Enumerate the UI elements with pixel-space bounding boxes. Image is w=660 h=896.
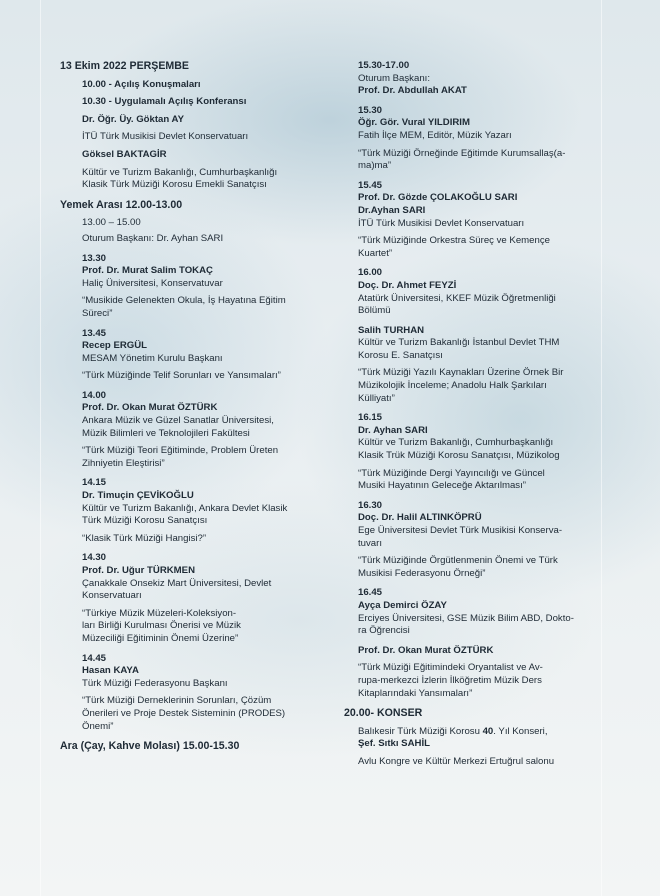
speaker-name: Dr. Ayhan SARI: [358, 424, 428, 436]
talk-entry: [358, 325, 638, 406]
lunch-break: Yemek Arası 12.00-13.00: [60, 198, 183, 211]
talk-entry: [358, 267, 638, 317]
speaker-affiliation: Kültür ve Turizm Bakanlığı İstanbul Devlet THM: [358, 337, 560, 349]
talk-time: 16.45: [358, 587, 383, 599]
speaker-affiliation: Türk Müziği Federasyonu Başkanı: [82, 677, 228, 689]
talk-entry: [82, 390, 346, 471]
talk-time: 13.45: [82, 327, 107, 339]
talk-title: Müzikolojik İnceleme; Anadolu Halk Şarkıları: [358, 380, 547, 392]
speaker-name: Ayça Demirci ÖZAY: [358, 599, 447, 611]
speaker-affiliation: Haliç Üniversitesi, Konservatuvar: [82, 277, 223, 289]
talk-title: “Klasik Türk Müziği Hangisi?”: [82, 532, 207, 544]
talk-time: 14.30: [82, 552, 107, 564]
speaker-name: Öğr. Gör. Vural YILDIRIM: [358, 117, 470, 129]
speaker-affiliation: Klasik Trük Müziği Korosu Sanatçısı, Müzikolog: [358, 450, 560, 462]
talk-entry: [82, 552, 346, 645]
talk-title: “Türk Müziğinde Telif Sorunları ve Yansımaları”: [82, 370, 281, 382]
speaker-affiliation: ra Öğrencisi: [358, 625, 410, 637]
speaker-affiliation: Atatürk Üniversitesi, KKEF Müzik Öğretmenliği: [358, 292, 556, 304]
right-talk-list: [358, 105, 638, 700]
talk-title: Külliyatı”: [358, 392, 395, 404]
talk-title: Müzeciliği Eğitiminin Önemi Üzerine”: [82, 632, 239, 644]
speaker-affiliation: Konservatuarı: [82, 590, 142, 602]
talk-title: Musiki Hayatının Geleceğe Aktarılması”: [358, 480, 526, 492]
speaker-name: Prof. Dr. Murat Salim TOKAÇ: [82, 265, 213, 277]
concert-conductor: Şef. Sıtkı SAHİL: [358, 738, 430, 750]
speaker-name: Doç. Dr. Halil ALTINKÖPRÜ: [358, 512, 482, 524]
talk-title: “Türk Müziğinde Orkestra Süreç ve Kemençe: [358, 235, 550, 247]
talk-entry: [358, 412, 638, 493]
concert-venue: Avlu Kongre ve Kültür Merkezi Ertuğrul salonu: [358, 755, 555, 767]
talk-time: 14.45: [82, 652, 107, 664]
speaker-name: Dr. Öğr. Üy. Göktan AY: [82, 113, 185, 125]
talk-time: 13.30: [82, 252, 107, 264]
talk-title: ma)ma”: [358, 160, 392, 172]
speaker-name: Salih TURHAN: [358, 324, 425, 336]
talk-title: “Türkiye Müzik Müzeleri-Koleksiyon-: [82, 607, 237, 619]
speaker-affiliation: İTÜ Türk Musikisi Devlet Konservatuarı: [82, 131, 249, 143]
talk-entry: [358, 645, 638, 700]
session-time: 13.00 – 15.00: [82, 217, 141, 229]
session-chair-label: Oturum Başkanı:: [358, 72, 430, 84]
opening-block: [60, 79, 346, 192]
day-heading: 13 Ekim 2022 PERŞEMBE: [60, 60, 189, 72]
speaker-affiliation: İTÜ Türk Musikisi Devlet Konservatuarı: [358, 217, 525, 229]
talk-time: 14.15: [82, 477, 107, 489]
concert-suffix: . Yıl Konseri,: [493, 725, 548, 737]
speaker-affiliation: Ege Üniversitesi Devlet Türk Musikisi Konserva-: [358, 525, 563, 536]
speaker-affiliation: Klasik Türk Müziği Korosu Emekli Sanatçısı: [82, 179, 267, 191]
speaker-affiliation: Ankara Müzik ve Güzel Sanatlar Üniversitesi,: [82, 415, 274, 427]
talk-title: “Türk Müziği Derneklerinin Sorunları, Çözüm: [82, 695, 272, 707]
speaker-name: Göksel BAKTAGİR: [82, 148, 167, 160]
session-block: [358, 60, 638, 98]
talk-time: 15.30: [358, 104, 383, 116]
speaker-affiliation: tuvarı: [358, 537, 382, 549]
opening-line-2: 10.30 - Uygulamalı Açılış Konferansı: [82, 96, 247, 108]
talk-entry: [82, 253, 346, 321]
speaker-affiliation: Kültür ve Turizm Bakanlığı, Cumhurbaşkanlığı: [358, 437, 554, 449]
speaker-affiliation: Bölümü: [358, 305, 391, 317]
left-column: [60, 60, 346, 759]
concert-heading: 20.00- KONSER: [344, 707, 423, 720]
talk-title: “Türk Müziği Örneğinde Eğitimde Kurumsallaş(a-: [358, 147, 566, 159]
talk-title: “Türk Müziği Teori Eğitiminde, Problem Üreten: [82, 445, 279, 457]
talk-title: Önemi”: [82, 720, 114, 732]
talk-entry: [82, 328, 346, 383]
coffee-break: Ara (Çay, Kahve Molası) 15.00-15.30: [60, 740, 240, 753]
speaker-name: Prof. Dr. Okan Murat ÖZTÜRK: [82, 402, 218, 414]
talk-title: “Türk Müziği Eğitimindeki Oryantalist ve Av-: [358, 662, 543, 674]
talk-title: “Musikide Gelenekten Okula, İş Hayatına Eğitim: [82, 295, 286, 307]
speaker-affiliation: Çanakkale Onsekiz Mart Üniversitesi, Devlet: [82, 577, 272, 589]
session-block: [60, 217, 346, 245]
session-chair: Oturum Başkanı: Dr. Ayhan SARI: [82, 232, 224, 244]
speaker-name: Prof. Dr. Uğur TÜRKMEN: [82, 565, 195, 576]
right-column: [344, 60, 638, 769]
talk-title: Zihniyetin Eleştirisi”: [82, 457, 165, 469]
speaker-affiliation: Erciyes Üniversitesi, GSE Müzik Bilim ABD, Dokto-: [358, 612, 574, 624]
talk-entry: [82, 477, 346, 545]
talk-title: ları Birliği Kurulması Önerisi ve Müzik: [82, 620, 241, 632]
talk-time: 16.30: [358, 499, 383, 511]
talk-title: Kuartet”: [358, 247, 393, 259]
speaker-name: Doç. Dr. Ahmet FEYZİ: [358, 279, 457, 291]
speaker-name: Recep ERGÜL: [82, 340, 148, 352]
concert-block: [358, 726, 638, 769]
talk-title: Süreci”: [82, 307, 113, 319]
talk-title: Önerileri ve Proje Destek Sisteminin (PRODES): [82, 707, 286, 719]
talk-entry: [358, 180, 638, 261]
talk-time: 16.00: [358, 267, 383, 279]
talk-time: 15.45: [358, 179, 383, 191]
speaker-name: Hasan KAYA: [82, 665, 139, 677]
talk-entry: [358, 500, 638, 581]
talk-title: Musikisi Federasyonu Örneği”: [358, 567, 486, 579]
speaker-affiliation: Kültür ve Turizm Bakanlığı, Ankara Devlet Klasik: [82, 502, 288, 514]
session-chair-name: Prof. Dr. Abdullah AKAT: [358, 85, 467, 97]
speaker-affiliation: Türk Müziği Korosu Sanatçısı: [82, 515, 208, 527]
talk-title: “Türk Müziğinde Dergi Yayıncılığı ve Güncel: [358, 467, 545, 479]
talk-entry: [358, 587, 638, 637]
speaker-affiliation: Müzik Bilimleri ve Teknolojileri Fakültesi: [82, 427, 250, 439]
concert-anniversary: 40: [482, 725, 494, 737]
talk-title: “Türk Müziği Yazılı Kaynakları Üzerine Örnek Bir: [358, 367, 564, 379]
speaker-affiliation: Korosu E. Sanatçısı: [358, 349, 443, 361]
session-time: 15.30-17.00: [358, 60, 410, 71]
talk-title: Kitaplarındaki Yansımaları”: [358, 687, 473, 699]
speaker-name: Prof. Dr. Okan Murat ÖZTÜRK: [358, 644, 494, 656]
talk-entry: [82, 653, 346, 734]
speaker-name: Prof. Dr. Gözde ÇOLAKOĞLU SARI: [358, 192, 518, 204]
speaker-name: Dr. Timuçin ÇEVİKOĞLU: [82, 490, 194, 502]
talk-title: “Türk Müziğinde Örgütlenmenin Önemi ve Türk: [358, 555, 558, 567]
talk-time: 16.15: [358, 412, 383, 424]
speaker-affiliation: Fatih İlçe MEM, Editör, Müzik Yazarı: [358, 129, 512, 141]
left-talk-list: [60, 253, 346, 734]
talk-time: 14.00: [82, 389, 107, 401]
concert-choir: Balıkesir Türk Müziği Korosu: [358, 725, 483, 737]
talk-entry: [358, 105, 638, 173]
opening-line-1: 10.00 - Açılış Konuşmaları: [82, 78, 201, 90]
speaker-name: Dr.Ayhan SARI: [358, 204, 426, 216]
concert-line: [358, 726, 638, 739]
speaker-affiliation: Kültür ve Turizm Bakanlığı, Cumhurbaşkanlığı: [82, 166, 278, 178]
speaker-affiliation: MESAM Yönetim Kurulu Başkanı: [82, 352, 223, 364]
talk-title: rupa-merkezci İzlerin İlköğretim Müzik Ders: [358, 674, 542, 686]
